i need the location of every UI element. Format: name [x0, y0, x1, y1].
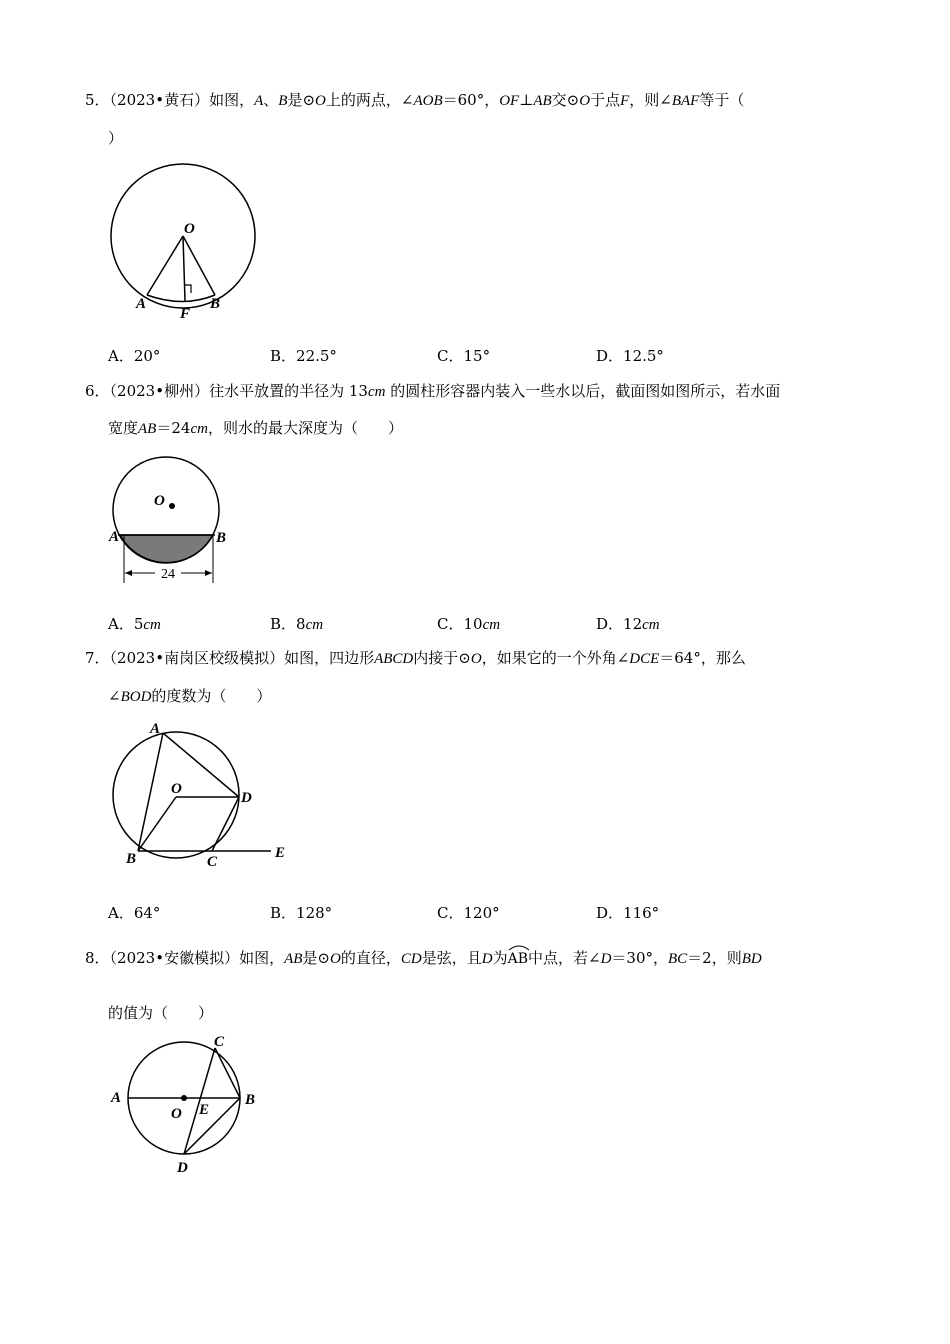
q6-stem-line1 — [85, 381, 780, 402]
q8-var: BD — [741, 951, 762, 967]
q8-text: 是弦，且 — [421, 949, 482, 967]
q5-label-A: A — [136, 296, 147, 312]
q6-var: AB — [138, 421, 157, 437]
q5-var: AOB — [413, 93, 443, 109]
q8-text: 为 — [492, 949, 508, 967]
q5-segment-OB — [183, 236, 215, 295]
q5-text: 于点 — [590, 91, 621, 109]
q7-label-B: B — [126, 851, 137, 867]
q7-label-O: O — [171, 781, 182, 797]
q8-var: AB — [284, 951, 303, 967]
q8-text: ＝30°， — [611, 949, 668, 967]
q7-option-b[interactable]: B．128° — [270, 904, 333, 922]
q7-text: 内接于⊙ — [413, 649, 471, 667]
q7-var: DCE — [629, 651, 660, 667]
q5-var: A — [254, 93, 264, 109]
q5-source: （2023•黄石） — [109, 91, 210, 109]
q7-var: O — [470, 651, 482, 667]
q6-option-d[interactable] — [596, 614, 660, 635]
q6-dim-arrow-right — [205, 570, 212, 576]
q6-option-b-text: B．8 — [270, 615, 306, 633]
q6-option-d-unit: cm — [642, 617, 660, 633]
q5-text: 、 — [263, 91, 279, 109]
q7-segment-DC — [212, 797, 239, 851]
q8-label-D: D — [177, 1160, 188, 1176]
q8-label-C: C — [214, 1034, 225, 1050]
q8-segment-BC — [215, 1048, 240, 1098]
q8-label-A: A — [111, 1090, 122, 1106]
q6-text: 宽度 — [108, 419, 139, 437]
q5-segment-OA — [147, 236, 183, 295]
q8-text: 如图， — [239, 949, 285, 967]
q5-var: B — [278, 93, 288, 109]
q7-var: ABCD — [374, 651, 414, 667]
q6-var: cm — [190, 421, 208, 437]
q8-arc-symbol — [508, 943, 530, 951]
q5-options — [108, 346, 808, 366]
q6-option-b-unit: cm — [305, 617, 324, 633]
q8-arc-ab — [508, 945, 528, 969]
q7-source: （2023•南岗区校级模拟） — [109, 649, 285, 667]
q6-option-a-unit: cm — [143, 617, 161, 633]
q6-dim-arrow-left — [125, 570, 132, 576]
q5-stem-line1 — [85, 90, 744, 111]
q7-option-d[interactable]: D．116° — [596, 904, 660, 922]
q6-option-c-unit: cm — [482, 617, 501, 633]
q5-text: 如图， — [209, 91, 255, 109]
q7-text: ∠ — [108, 687, 121, 705]
q6-label-B: B — [216, 530, 227, 546]
q6-label-A: A — [109, 529, 120, 545]
q7-label-C: C — [207, 854, 218, 870]
q6-number: 6． — [85, 382, 110, 400]
q5-chord-AFB — [147, 295, 215, 302]
q8-text: 的直径， — [340, 949, 401, 967]
q6-var: cm — [367, 384, 386, 400]
q7-stem-line2 — [108, 686, 271, 707]
q5-var: O — [579, 93, 591, 109]
q5-var: AB — [533, 93, 552, 109]
q6-option-c-text: C．10 — [437, 615, 483, 633]
q8-stem-line2 — [108, 1003, 213, 1023]
q7-var: BOD — [120, 689, 152, 705]
q7-text: 的度数为（ ） — [151, 687, 272, 705]
q5-label-B: B — [210, 296, 221, 312]
q6-option-d-text: D．12 — [596, 615, 643, 633]
q5-var: F — [620, 93, 630, 109]
q6-option-b[interactable] — [270, 614, 323, 635]
q5-label-F: F — [180, 306, 191, 318]
q8-var: CD — [400, 951, 422, 967]
q6-text: 的圆柱形容器内装入一些水以后，截面图如图所示，若水面 — [385, 382, 781, 400]
q8-text: ＝2，则 — [687, 949, 742, 967]
q7-text: 如图，四边形 — [284, 649, 375, 667]
q6-center-dot — [169, 503, 175, 509]
q5-text: 上的两点，∠ — [325, 91, 414, 109]
q7-option-a[interactable]: A．64° — [108, 904, 161, 922]
q7-number: 7． — [85, 649, 110, 667]
q5-option-d[interactable]: D．12.5° — [596, 347, 664, 365]
q5-label-O: O — [184, 221, 195, 237]
q7-option-c[interactable]: C．120° — [437, 904, 500, 922]
q7-text: ，如果它的一个外角∠ — [481, 649, 630, 667]
q6-source: （2023•柳州） — [109, 382, 210, 400]
q5-text: 等于（ — [699, 91, 745, 109]
q5-text: ⊥ — [519, 91, 534, 109]
q8-var: D — [481, 951, 493, 967]
q8-center-dot — [181, 1095, 187, 1101]
q5-text: 交⊙ — [551, 91, 580, 109]
q8-text: 的值为（ ） — [108, 1004, 214, 1022]
q6-dim-label: 24 — [161, 567, 175, 582]
q8-text: 中点，若∠ — [527, 949, 601, 967]
q7-options — [108, 903, 808, 923]
q8-stem-line1 — [85, 945, 762, 969]
q6-water — [120, 535, 213, 563]
q6-text: 往水平放置的半径为 13 — [209, 382, 368, 400]
q5-text: ＝60°， — [442, 91, 500, 109]
q6-text: ＝24 — [156, 419, 191, 437]
q7-label-E: E — [275, 845, 286, 861]
q5-text: 是⊙ — [287, 91, 316, 109]
q5-text: ，则∠ — [629, 91, 672, 109]
q6-option-a[interactable] — [108, 614, 161, 635]
q5-number: 5． — [85, 91, 110, 109]
q6-option-c[interactable] — [437, 614, 500, 635]
q8-text: 是⊙ — [302, 949, 330, 967]
q6-options — [108, 614, 808, 634]
q5-text: ） — [108, 129, 124, 147]
q8-arc-text: AB — [507, 951, 528, 967]
q5-option-c[interactable]: C．15° — [437, 347, 491, 365]
q7-stem-line1 — [85, 648, 746, 669]
q6-text: ，则水的最大深度为（ ） — [207, 419, 403, 437]
q8-number: 8． — [85, 949, 110, 967]
q6-figure — [105, 455, 245, 590]
q5-var: O — [315, 93, 326, 109]
q8-label-E: E — [199, 1102, 210, 1118]
q5-option-b[interactable]: B．22.5° — [270, 347, 337, 365]
q8-var: O — [330, 951, 341, 967]
q5-var: OF — [499, 93, 520, 109]
q5-stem-line2 — [108, 128, 123, 148]
q5-segment-OF — [183, 236, 185, 301]
q8-label-O: O — [171, 1106, 182, 1122]
q6-label-O: O — [154, 493, 165, 509]
q8-label-B: B — [245, 1092, 256, 1108]
q7-label-D: D — [241, 790, 252, 806]
q8-var: BC — [668, 951, 688, 967]
q6-stem-line2 — [108, 418, 403, 439]
q8-source: （2023•安徽模拟） — [109, 949, 240, 967]
q6-option-a-text: A．5 — [108, 615, 144, 633]
q7-text: ＝64°，那么 — [659, 649, 746, 667]
q5-figure — [105, 158, 265, 318]
q8-figure — [105, 1030, 265, 1180]
q5-var: BAF — [671, 93, 700, 109]
q7-figure — [105, 718, 295, 873]
q5-option-a[interactable]: A．20° — [108, 347, 161, 365]
q8-var: D — [600, 951, 612, 967]
q7-label-A: A — [150, 721, 161, 737]
